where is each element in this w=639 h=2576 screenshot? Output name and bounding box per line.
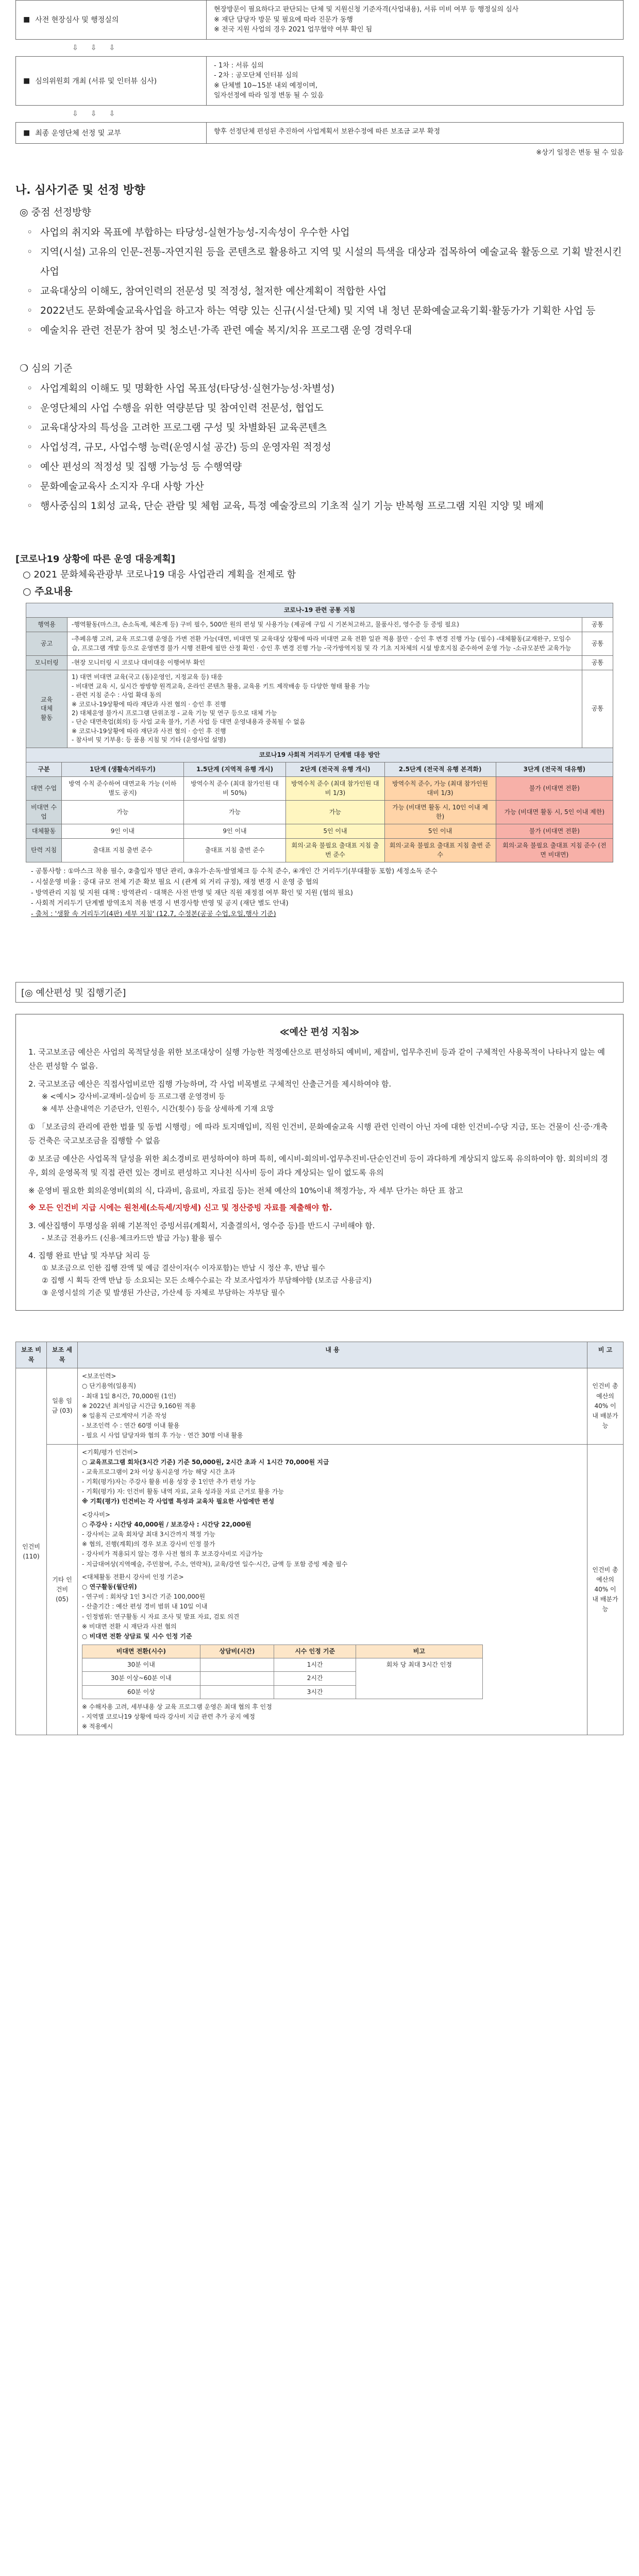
list-item: ◦ 예산 편성의 적정성 및 집행 가능성 등 수행역량	[27, 461, 242, 472]
table-row: 모니터링 -현장 모니터링 시 코로나 대비대응 이행여부 확인 공통	[26, 656, 613, 670]
budget-table	[15, 1342, 624, 1736]
covid-notes: - 공통사항 : ①마스크 착용 필수, ②출입자 명단 관리, ③유가·손독·발열체크 등 수칙 준수, ④개인 간 거리두기(부대활동 포함) 세정소독 준수 - 시설운영 비율 : 중대 규모 전체 기준 확보 필요 시 (관계 외 거리 규정), 재정 변경 시 운영 중 협의 - 방역관리 지침 및 지원 대책 : 방역관리 · 대책은 사전 반영 및 재단 직원 재정점 여부 확인 및 지원 (협의 필요) - 사회적 거리두기 단계별 방역조치 적용 변경 시 변경사항 반영 및 공지 (재단 별도 안내) - 출처 : '생활 속 거리두기(4판) 세부 지침' (12.7, 수정본(공공 수업,오일,행사 기준)	[31, 868, 438, 919]
process-flow	[15, 0, 624, 157]
table-row: 기타 인건비 (05) <기획/평가 인건비> ○ 교육프로그램 회차(3시간 기준) 기준 50,000원, 2시간 초과 시 1시간 70,000원 지급 - 교육프로그램이 2차 이상 동시운영 가능 해당 시간 초과 - 기획(평가)자는 주강사 활용 비용 성장 중 1인만 추가 편성 가능 - 기획(평가) 자: 인건비 활동 내역 자료, 교육 성과물 자료 근거로 활용 가능 ※ 기획(평가) 인건비는 각 사업별 특성과 교육차 필요한 사업에만 편성 <강사비> ○ 주강사 : 시간당 40,000원 / 보조강사 : 시간당 22,000원 - 강사비는 교육 회차당 최대 3시간까지 책정 가능 ※ 협의, 진행(계획)의 경우 보조 강사비 인정 불가 - 강사비가 적용되지 않는 경우 사전 협의 후 보조강사비로 지급가능 - 지급대여상(지역예술, 주민참여, 주소, 연락처), 교육/강연 일수·시간, 금액 등 포함 증빙 제출 필수 <대체활동 전환시 강사비 인정 기준> ○ 연구활동(월단위) - 연구비 : 회차당 1인 3시간 기준 100,000원 - 산출기간 : 예산 편성 경비 범위 내 10일 이내 - 인정범위: 연구활동 시 자료 조사 및 발표 자료, 검토 의견 ※ 비대면 전환 시 재단과 사전 협의 ○ 비대면 전환 상담료 및 시수 인정 기준 비대면 전환(시수) 상담비(시간) 시수 인정 기준 비고 30분 이내 1시간 회차 당 최대 3시간 인정 30분 이상~60분 이내 2시간 60분 이상 3시간 ※ 수해자용 고려, 세부내용 상 교육 프로그램 운영은 최대 협의 후 인정 - 지역별 코로나19 상황에 따라 강사비 지급 관련 추가 공지 예정 ※ 적용예시 인건비 총예산의 40% 이내 배분가능	[16, 1444, 624, 1735]
flow-step-label: 최종 운영단체 선정 및 교부	[35, 129, 121, 138]
box-title: ≪예산 편성 지침≫	[279, 1027, 360, 1038]
flow-step-2	[15, 56, 624, 106]
list-item: ◦ 교육대상의 이해도, 참여인력의 전문성 및 적정성, 철저한 예산계획이 적합한 사업	[27, 285, 387, 297]
list-item: ◦ 사업계획의 이해도 및 명확한 사업 목표성(타당성·실현가능성·차별성)	[27, 382, 335, 394]
square-bullet-icon: ■	[23, 15, 30, 24]
list-item: ◦ 행사중심의 1회성 교육, 단순 관람 및 체험 교육, 특정 예술장르의 기초적 실기 기능 반복형 프로그램 지원 지양 및 배제	[27, 500, 544, 512]
list-item: ◦ 사업의 취지와 목표에 부합하는 타당성-실현가능성-지속성이 우수한 사업	[27, 226, 350, 238]
flow-step-detail: 현장방문이 필요하다고 판단되는 단체 및 지원신청 기준자격(사업내용), 서류 미비 여부 등 행정실의 심사	[214, 6, 519, 13]
table-header-row: 보조 비목 보조 세목 내 용 비 고	[16, 1342, 624, 1368]
table-row: 대면 수업 방역 수칙 준수하여 대면교육 가능 (이하 별도 공지) 방역수칙 준수 (최대 참가인원 대비 50%) 방역수칙 준수 (최대 참가인원 대비 1/3) 방역수칙 준수, 가능 (최대 참가인원 대비 1/3) 불가 (비대면 전환)	[26, 777, 613, 801]
table-title: 코로나19 사회적 거리두기 단계별 대응 방안	[26, 748, 613, 762]
list-item: ◦ 운영단체의 사업 수행을 위한 역량분담 및 참여인력 전문성, 협업도	[27, 402, 324, 414]
table-header-row: 구분 1단계 (생활속거리두기) 1.5단계 (지역적 유행 개시) 2단계 (전국적 유행 개시) 2.5단계 (전국적 유행 본격화) 3단계 (전국적 대유행)	[26, 762, 613, 776]
covid-premise: ○ 2021 문화체육관광부 코로나19 대응 사업관리 계획을 전제로 함	[23, 569, 296, 580]
criteria-title: ❍ 심의 기준	[20, 362, 73, 374]
list-item: ◦ 예술치유 관련 전문가 참여 및 청소년·가족 관련 예술 복지/치유 프로그램 운영 경력우대	[27, 324, 412, 336]
covid-common-table	[26, 603, 613, 748]
distancing-table	[26, 748, 613, 863]
selection-title: ◎ 중점 선정방향	[20, 206, 91, 218]
covid-heading: [코로나19 상황에 따른 운영 대응계획]	[15, 553, 175, 565]
table-row: 행역용 -행역활동(마스크, 손소독제, 체온계 등) 구비 필수, 500만 원의 편성 및 사용가능 (제공에 구입 시 기본처고하고, 물품사진, 영수증 등 증빙 필요) 공통	[26, 617, 613, 632]
table-row: 탄력 지침 출대표 지침 출번 준수 출대표 지침 출번 준수 회의·교육 불필요 출대표 지침 출번 준수 회의·교육 불필요 출대표 지침 출번 준수 회의·교육 불필요 출대표 지침 준수 (전면 비대면)	[26, 839, 613, 862]
flow-step-detail: 향후 선정단체 편성된 추진하여 사업계획서 보완수정에 따른 보조금 교부 확정	[214, 127, 441, 135]
table-title: 코로나-19 관련 공통 지침	[26, 603, 613, 617]
flow-step-detail: ※ 단체별 10~15분 내외 예정이며,	[214, 81, 318, 90]
table-row: 비대면 수업 가능 가능 가능 가능 (비대면 활동 시, 10인 이내 제한) 가능 (비대면 활동 시, 5인 이내 제한)	[26, 801, 613, 824]
square-bullet-icon: ■	[23, 128, 30, 137]
flow-step-detail: - 2차 : 공모단체 인터뷰 심의	[214, 72, 298, 79]
flow-step-detail: - 1차 : 서류 심의	[214, 61, 264, 70]
flow-step-3	[15, 122, 624, 144]
list-item: ◦ 문화예술교육사 소지자 우대 사항 가산	[27, 480, 204, 492]
flow-step-label: 사전 현장심사 및 행정실의	[35, 16, 119, 25]
table-row: 공고 -추페유행 고려, 교육 프로그램 운영을 가변 전환 가능(대면, 비대면 및 교육대상 상황에 따라 비대면 교육 전환 일관 적용 불만 · 승인 후 변경 진행 가능 (필수) -대체활동(교재완구, 모임수습, 프로그램 개발 등으로 운영변경 불가 시행 전환에 필만 산정 확인 · 승인 후 변경 진행 가능 -국가방역지침 및 각 기초 지차체의 시설 방호지침 준수하여 운영 가능 -소규모분반 교육가능 공통	[26, 632, 613, 656]
table-row: 인건비 (110) 일용 임금 (03) <보조인력> ○ 단기용역(일용직) - 최대 1일 8시간, 70,000원 (1인) ※ 2022년 최저임금 시간급 9,160원 적용 ※ 일용직 근로계약서 기준 작성 - 보조인력 수 : 연간 60명 이내 활용 - 필요 시 사업 담당자와 협의 후 가능 · 연간 30명 이내 활용 인건비 총예산의 40% 이내 배분가능	[16, 1368, 624, 1444]
square-bullet-icon: ■	[23, 76, 30, 85]
arrow-down-icon: ⇩	[109, 43, 115, 52]
flow-step-detail: ※ 재단 담당자 방문 및 필요에 따라 진문가 동행	[214, 15, 353, 24]
table-row: 교육 대체 활동 1) 대면 비대면 교육(국고 (동)운영인, 지정교육 등) 대응 - 비대면 교육 시, 실시간 쌍방향 원격교육, 온라인 콘텐츠 활용, 교육용 키트 제작배송 등 다양한 형태 활용 가능 - 관련 지침 준수 : 사업 확대 동의 ※ 코로나-19상황에 따라 재단과 사전 협의 · 승인 후 진행 2) 대체운영 불가시 프로그램 단위조정 - 교육 기능 및 연구 등으로 대체 가능 - 단순 대면축업(회의) 등 사업 교육 불가, 기존 사업 등 대면 운영내용과 중복될 수 없음 ※ 코로나-19상황에 따라 재단과 사전 협의 · 승인 후 진행 - 참사비 및 기부용: 등 품용 지침 및 기타 (운영사업 설명) 공통	[26, 670, 613, 748]
arrow-down-icon: ⇩	[90, 109, 97, 118]
list-item: ◦ 사업성격, 규모, 사업수행 능력(운영시설 공간) 등의 운영자원 적정성	[27, 441, 331, 453]
covid-main-title: ○ 주요내용	[23, 585, 73, 597]
flow-step-detail: ※ 전국 지원 사업의 경우 2021 업무협약 여부 확인 됨	[214, 26, 373, 33]
list-item: ◦ 지역(시설) 고유의 인문-전통-자연지원 등을 콘텐츠로 활용하고 지역 및 시설의 특색을 대상과 접목하여 예술교육 활동으로 기획 발전시킨 사업	[27, 246, 622, 277]
arrow-down-icon: ⇩	[72, 43, 78, 52]
list-item: ◦ 교육대상자의 특성을 고려한 프로그램 구성 및 차별화된 교육콘텐츠	[27, 421, 327, 433]
down-arrows	[15, 40, 624, 56]
budget-heading: [◎ 예산편성 및 집행기준]	[15, 982, 624, 1003]
selection-list	[15, 223, 624, 340]
arrow-down-icon: ⇩	[109, 109, 115, 118]
arrow-down-icon: ⇩	[90, 43, 97, 52]
arrow-down-icon: ⇩	[72, 109, 78, 118]
flow-step-detail: 일자선정에 따라 일정 변동 될 수 있음	[214, 92, 324, 99]
down-arrows	[15, 106, 624, 122]
flow-step-label: 심의위원회 개최 (서류 및 인터뷰 심사)	[35, 77, 157, 86]
list-item: ◦ 2022년도 문화예술교육사업을 하고자 하는 역량 있는 신규(시설·단체) 및 지역 내 청년 문화예술교육기획·활동가가 기획한 사업 등	[27, 304, 596, 316]
covid-table-wrap	[15, 598, 624, 921]
section-title: 나. 심사기준 및 선정 방향	[15, 183, 145, 197]
criteria-list	[15, 379, 624, 516]
table-row: 대체활동 9인 이내 9인 이내 5인 이내 5인 이내 불가 (비대면 전환)	[26, 824, 613, 838]
remote-conversion-table: 비대면 전환(시수) 상담비(시간) 시수 인정 기준 비고 30분 이내 1시간 회차 당 최대 3시간 인정 30분 이상~60분 이내 2시간 60분 이상 3시간	[82, 1645, 483, 1699]
budget-guideline-box: ≪예산 편성 지침≫ 1. 국고보조금 예산은 사업의 목적달성을 위한 보조대상이 실행 가능한 적정예산으로 편성하되 예비비, 제잡비, 업무추진비 등과 같이 구체적인 사용목적이 나타나지 않는 예산은 편성할 수 없음. 2. 국고보조금 예산은 직접사업비로만 집행 가능하며, 각 사업 비목별로 구체적인 산출근거를 제시하여야 함. ※ <예시> 강사비-교재비-실습비 등 프로그램 운영경비 등 ※ 세부 산출내역은 기준단가, 인원수, 시간(횟수) 등을 상세하게 기재 요망 ① 「보조금의 관리에 관한 법률 및 동법 시행령」에 따라 토지매입비, 직원 인건비, 문화예술교육 시행 관련 인력이 아닌 자에 대한 인건비-수당 지급, 또는 건물이 신·증·개축 등 건축은 국고보조금을 집행할 수 없음 ② 보조금 예산은 사업목적 달성을 위한 최소경비로 편성하여야 하며 특히, 예시비-회의비-업무추진비-단순인건비 등이 과다하게 계상되지 않도록 유의하여야 함. 회의비의 경우, 회의 운영목적 및 직접 관련 있는 경비로 편성하고 지나친 식사비 등이 과다 계상되는 일이 없도록 유의 ※ 운영비 필요한 회의운영비(회의 식, 다과비, 음료비, 자료집 등)는 전체 예산의 10%이내 책정가능, 자 세부 단가는 하단 표 참고 ※ 모든 인건비 지급 시에는 원천세(소득세/지방세) 신고 및 정산증빙 자료를 제출해야 함. 3. 예산집행이 투명성을 위해 기본적인 증빙서류(계획서, 지출결의서, 영수증 등)를 반드시 구비해야 함. - 보조금 전용카드 (신용·체크카드만 발급 가능) 활용 필수 4. 집행 완료 반납 및 자부담 처리 등 ① 보조금으로 인한 집행 잔액 및 예금 결산이자(수 이자포함)는 반납 시 정산 후, 반납 필수 ② 집행 시 획득 잔액 반납 등 소요되는 모든 소해수수료는 각 보조사업자가 부담해야함 (보조금 사용금지) ③ 운영시설의 기준 및 발생된 가산금, 가산세 등 자체로 부담하는 자부담 필수	[15, 1014, 624, 1311]
flow-step-1	[15, 0, 624, 40]
schedule-note: ※상기 일정은 변동 될 수 있음	[536, 148, 624, 157]
